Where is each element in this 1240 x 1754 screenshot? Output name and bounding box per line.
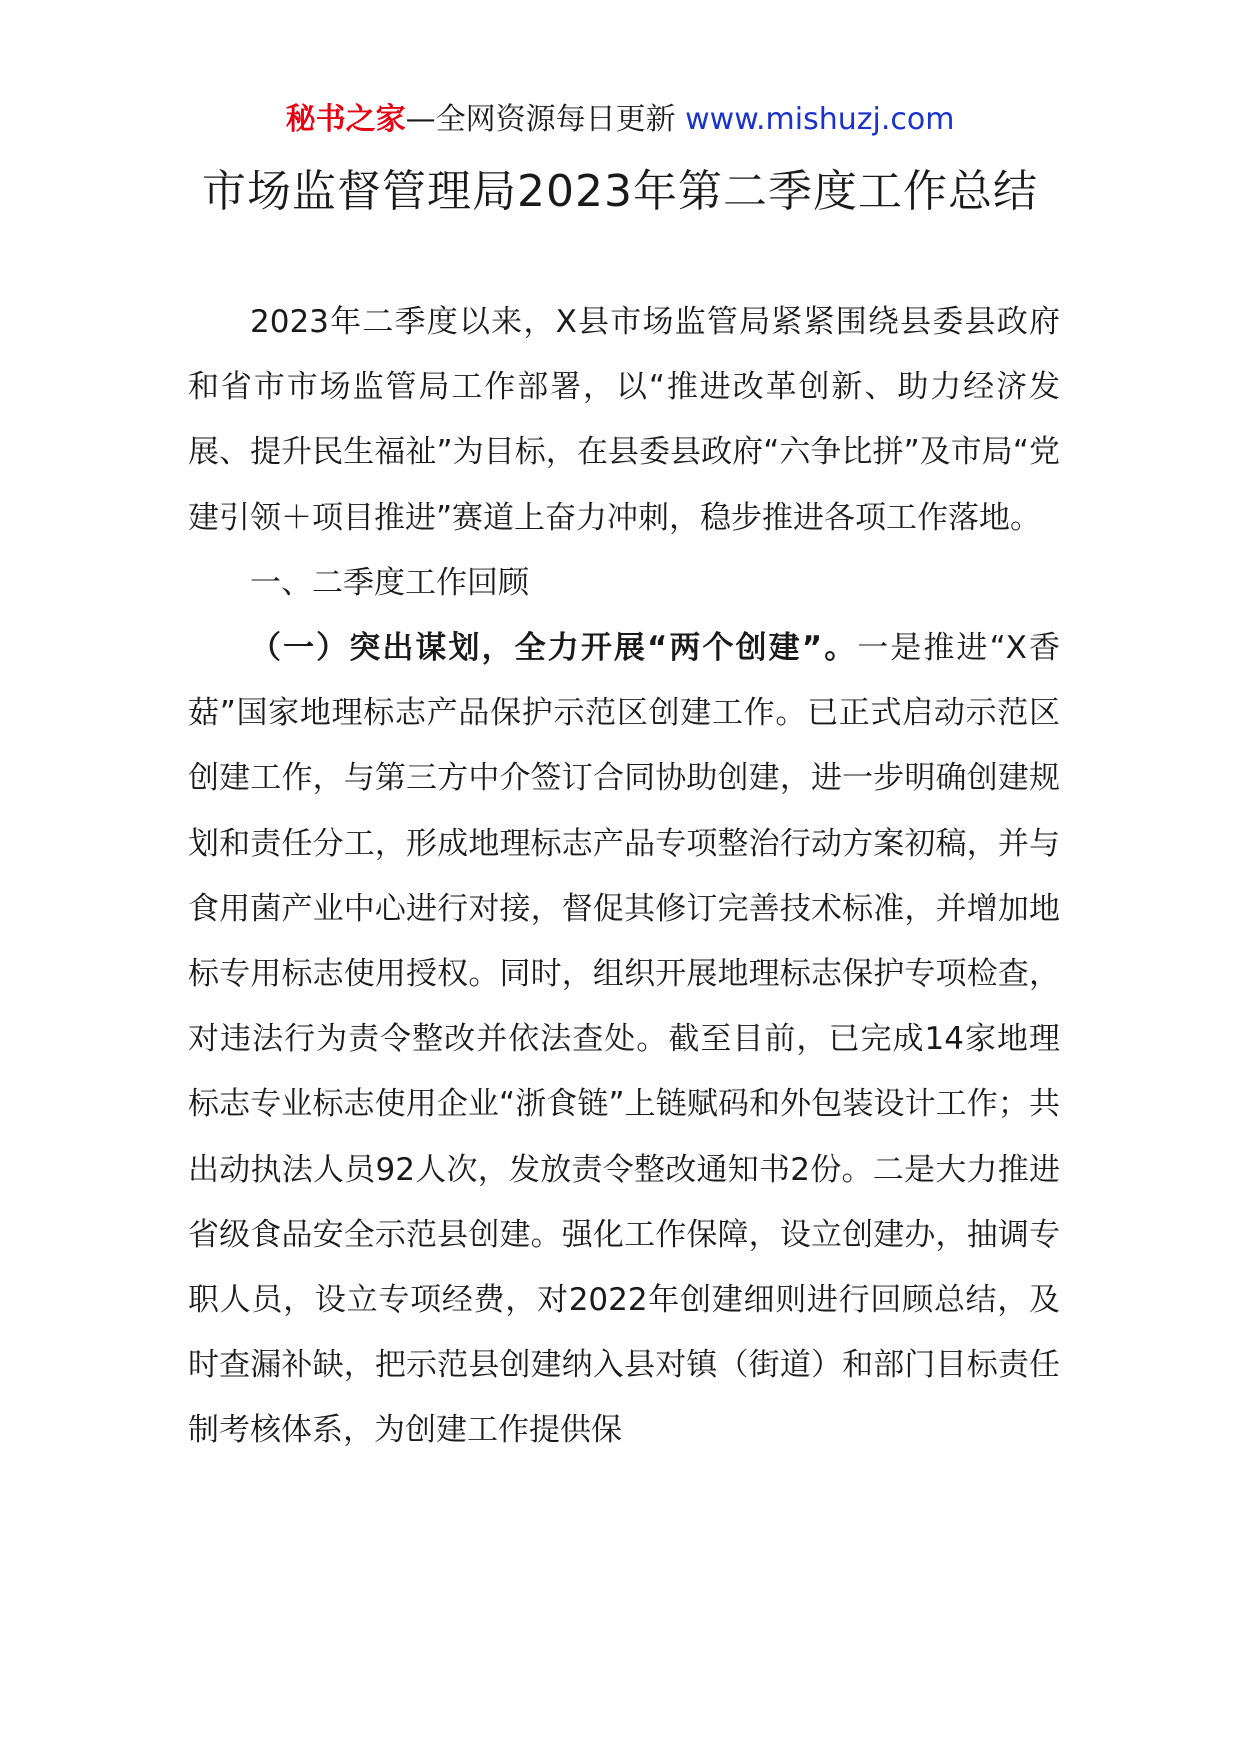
website-link[interactable]: www.mishuzj.com [685, 102, 955, 137]
source-banner [0, 100, 1240, 140]
subsection-heading: （一）突出谋划，全力开展“两个创建”。 [250, 630, 858, 667]
document-body [188, 290, 1060, 1464]
intro-paragraph: 2023年二季度以来，X县市场监管局紧紧围绕县委县政府和省市市场监管局工作部署，以“推进改革创新、助力经济发展、提升民生福祉”为目标，在县委县政府“六争比拼”及市局“党建引领＋项目推进”赛道上奋力冲刺，稳步推进各项工作落地。 [188, 304, 1060, 536]
brand-name: 秘书之家 [285, 102, 406, 137]
banner-tagline: —全网资源每日更新 [405, 102, 676, 137]
document-title: 市场监督管理局2023年第二季度工作总结 [202, 166, 1038, 217]
subsection-text: 一是推进“X香菇”国家地理标志产品保护示范区创建工作。已正式启动示范区创建工作，与第三方中介签订合同协助创建，进一步明确创建规划和责任分工，形成地理标志产品专项整治行动方案初稿，并与食用菌产业中心进行对接，督促其修订完善技术标准，并增加地标专用标志使用授权。同时，组织开展地理标志保护专项检查，对违法行为责令整改并依法查处。截至目前，已完成14家地理标志专业标志使用企业“浙食链”上链赋码和外包装设计工作；共出动执法人员92人次，发放责令整改通知书2份。二是大力推进省级食品安全示范县创建。强化工作保障，设立创建办，抽调专职人员，设立专项经费，对2022年创建细则进行回顾总结，及时查漏补缺，把示范县创建纳入县对镇（街道）和部门目标责任制考核体系，为创建工作提供保 [188, 630, 1061, 1449]
subsection-paragraph [188, 616, 1060, 1464]
section-heading: 一、二季度工作回顾 [250, 564, 529, 601]
